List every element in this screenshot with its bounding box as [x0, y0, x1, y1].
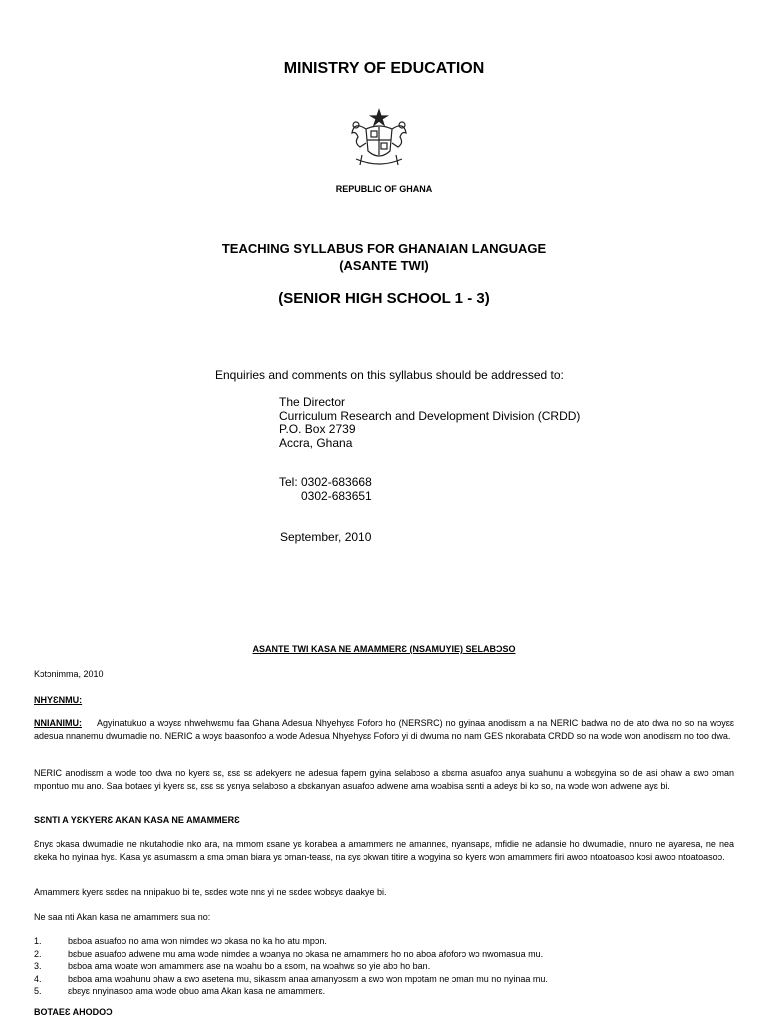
ministry-title: MINISTRY OF EDUCATION [283, 60, 485, 77]
level-title: (SENIOR HIGH SCHOOL 1 - 3) [278, 290, 490, 307]
address-line: The Director [279, 395, 346, 409]
list-item [34, 960, 734, 973]
address-line: Accra, Ghana [279, 435, 353, 450]
botae-heading: BOTAEƐ AHODOƆ [34, 1007, 113, 1017]
list-number: 5. [34, 986, 42, 996]
paragraph-amammere: Amammerɛ kyerɛ sɛdeɛ na nnipakuo bi te, sɛdeɛ wɔte nnɛ yi ne sɛdeɛ wɔbɛyɛ daakye bi. [34, 887, 387, 897]
nhyenmu-heading: NHYƐNMU: [34, 695, 83, 705]
telephone-block [279, 476, 372, 503]
syllabus-title [0, 240, 768, 274]
address-block [279, 396, 580, 450]
enquiries-text: Enquiries and comments on this syllabus should be addressed to: [215, 368, 564, 382]
list-item [34, 985, 734, 998]
twi-section-title: ASANTE TWI KASA NE AMAMMERƐ (NSAMUYIE) SELABƆSO [252, 644, 516, 654]
list-text: ɛbɛyɛ nnyinasoɔ ama wɔde obuo ama Akan kasa ne amammerɛ. [68, 986, 326, 996]
senti-heading: SƐNTI A YƐKYERƐ AKAN KASA NE AMAMMERƐ [34, 815, 240, 825]
address-line: Curriculum Research and Development Division (CRDD) [279, 408, 581, 423]
syllabus-title-line2: (ASANTE TWI) [339, 258, 429, 273]
telephone-line: Tel: 0302-683668 [279, 475, 372, 489]
list-text: bɛboa ama wɔate wɔn amammerɛ ase na wɔahu bo a ɛsom, na wɔahwɛ so yie abɔ ho ban. [68, 961, 431, 971]
list-item [34, 948, 734, 961]
list-number: 2. [34, 948, 42, 959]
list-text: bɛbue asuafoɔ adwene mu ama wɔde nimdeɛ a wɔanya no ɔkasa ne amammerɛ ho no aboa afoforɔ wɔ nwomasua mu. [68, 948, 544, 959]
list-number: 3. [34, 961, 42, 971]
list-text: bɛboa asuafoɔ no ama wɔn nimdeɛ wɔ ɔkasa no ka ho atu mpɔn. [68, 936, 327, 946]
objectives-list [34, 935, 734, 998]
nnianimu-paragraph [34, 717, 734, 742]
list-item [34, 935, 734, 948]
nnianimu-label: NNIANIMU: [34, 718, 82, 728]
list-number: 4. [34, 973, 42, 984]
telephone-line-2: 0302-683651 [301, 488, 372, 503]
address-line: P.O. Box 2739 [279, 422, 356, 436]
ghana-coat-of-arms-icon [346, 107, 412, 173]
twi-date: Kɔtɔnimma, 2010 [34, 669, 104, 679]
list-number: 1. [34, 936, 42, 946]
republic-label: REPUBLIC OF GHANA [335, 184, 433, 194]
nnianimu-text: Agyinatukuo a wɔyɛɛ nhwehwɛmu faa Ghana Adesua Nhyehyɛɛ Foforɔ ho (NERSRC) no gyinaa anodisɛm a na NERIC badwa no de ato dwa no so na wɔyɛɛ adesua nnanemu dwumadie no. NERIC a wɔyɛ baasonfoɔ a wɔde Adesua Nhyehyɛɛ Foforɔ yi di dwuma no nam GES nkorabata CRDD so na wɔde wɔn anodisɛm no too dwa. [34, 718, 734, 741]
paragraph-nti: Ne saa nti Akan kasa ne amammerɛ sua no: [34, 912, 211, 922]
paragraph-neric: NERIC anodisɛm a wɔde too dwa no kyerɛ sɛ, ɛsɛ sɛ adekyerɛ ne adesua fapem gyina selabɔso a ɛbɛma asuafoɔ anya suahunu a wɔbɛgyina so de asi ɔhaw a ɛwɔ ɔman mpontuo mu ano. Saa botaeɛ yi kyerɛ sɛ, ɛsɛ sɛ yɛnya selabɔso a ɛbɛkanyan asuafoɔ adwene ama wɔabisa sɛnti a adeyɛ bi kɔ so, na wɔde wɔn adwene ayɛ bi. [34, 768, 734, 791]
paragraph-kasa: Ɛnyɛ ɔkasa dwumadie ne nkutahodie nko ara, na mmom ɛsane yɛ korabea a amammerɛ ne amanneɛ, nyansapɛ, mfidie ne adansie ho dwumadie, nnuro ne ayaresa, ne nea ɛkeka ho nyinaa hyɛ. Kasa yɛ asumasɛm a ɛma ɔman biara yɛ ɔman-teasɛ, na ɛyɛ ɔkwan titire a wɔgyina so kyerɛ wɔn amammerɛ firi awoɔ ntoatoasoɔ kɔsi awoɔ ntoatoasoɔ. [34, 839, 734, 862]
list-text: bɛboa ama wɔahunu ɔhaw a ɛwɔ asetena mu, sikasɛm anaa amanyɔsɛm a ɛwɔ wɔn mpɔtam ne ɔman mu no nyinaa mu. [68, 973, 548, 984]
syllabus-title-line1: TEACHING SYLLABUS FOR GHANAIAN LANGUAGE [221, 241, 547, 256]
publication-date: September, 2010 [280, 530, 372, 544]
list-item [34, 973, 734, 986]
